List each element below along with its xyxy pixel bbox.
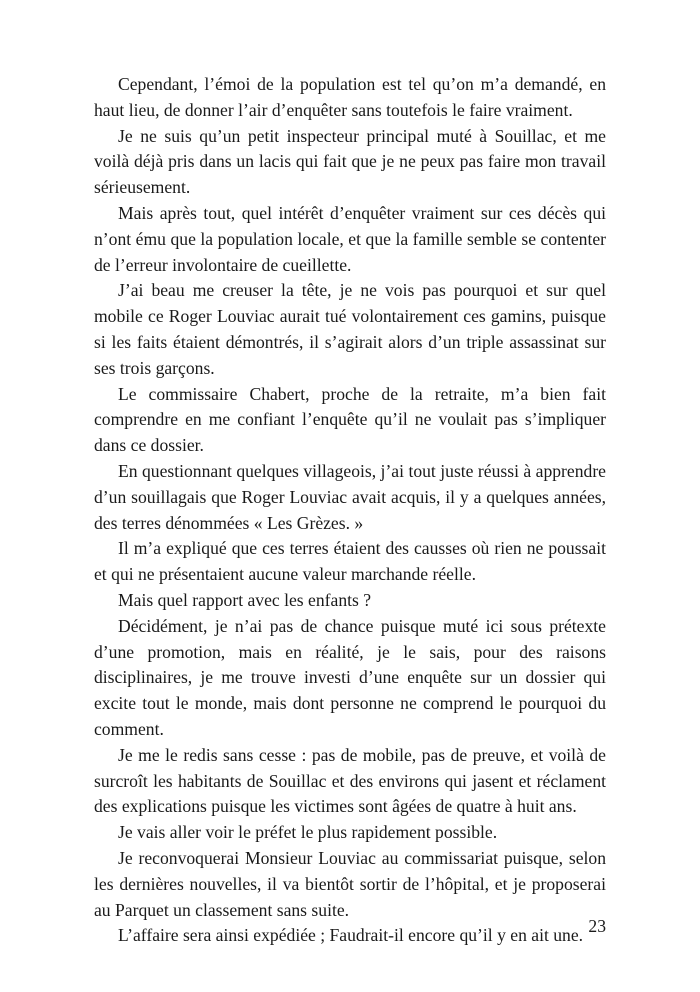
body-text <box>94 72 606 949</box>
paragraph: Je vais aller voir le préfet le plus rapidement possible. <box>118 822 498 843</box>
paragraph: Cependant, l’émoi de la population est tel qu’on m’a demandé, en haut lieu, de donner l’air d’enquêter sans toutefois le faire vraiment. <box>94 74 606 120</box>
paragraph: Je me le redis sans cesse : pas de mobile, pas de preuve, et voilà de surcroît les habitants de Souillac et des environs qui jasent et réclament des explications puisque les victimes sont âgées de quatre à huit ans. <box>94 744 606 817</box>
paragraph: Décidément, je n’ai pas de chance puisque muté ici sous prétexte d’une promotion, mais en réalité, je le sais, pour des raisons disciplinaires, je me trouve investi d’une enquête sur un dossier qui excite tout le monde, mais dont personne ne comprend le pourquoi du comment. <box>94 615 606 739</box>
paragraph: Je reconvoquerai Monsieur Louviac au commissariat puisque, selon les dernières nouvelles, il va bientôt sortir de l’hôpital, et je proposerai au Parquet un classement sans suite. <box>94 847 606 920</box>
paragraph: Mais après tout, quel intérêt d’enquêter vraiment sur ces décès qui n’ont ému que la population locale, et que la famille semble se contenter de l’erreur involontaire de cueillette. <box>94 202 606 275</box>
paragraph: En questionnant quelques villageois, j’ai tout juste réussi à apprendre d’un souillagais que Roger Louviac avait acquis, il y a quelques années, des terres dénommées « Les Grèzes. » <box>94 460 606 533</box>
paragraph: L’affaire sera ainsi expédiée ; Faudrait-il encore qu’il y en ait une. <box>118 925 584 946</box>
paragraph: Je ne suis qu’un petit inspecteur principal muté à Souillac, et me voilà déjà pris dans un lacis qui fait que je ne peux pas faire mon travail sérieusement. <box>94 125 606 198</box>
paragraph: Le commissaire Chabert, proche de la retraite, m’a bien fait comprendre en me confiant l’enquête qu’il ne voulait pas s’impliquer dans ce dossier. <box>94 383 606 456</box>
page-number: 23 <box>588 916 606 936</box>
paragraph: Il m’a expliqué que ces terres étaient des causses où rien ne poussait et qui ne présentaient aucune valeur marchande réelle. <box>94 538 606 585</box>
paragraph: J’ai beau me creuser la tête, je ne vois pas pourquoi et sur quel mobile ce Roger Louviac aurait tué volontairement ces gamins, puisque si les faits étaient démontrés, il s’agirait alors d’un triple assassinat sur ses trois garçons. <box>94 280 606 378</box>
paragraph: Mais quel rapport avec les enfants ? <box>118 589 372 610</box>
